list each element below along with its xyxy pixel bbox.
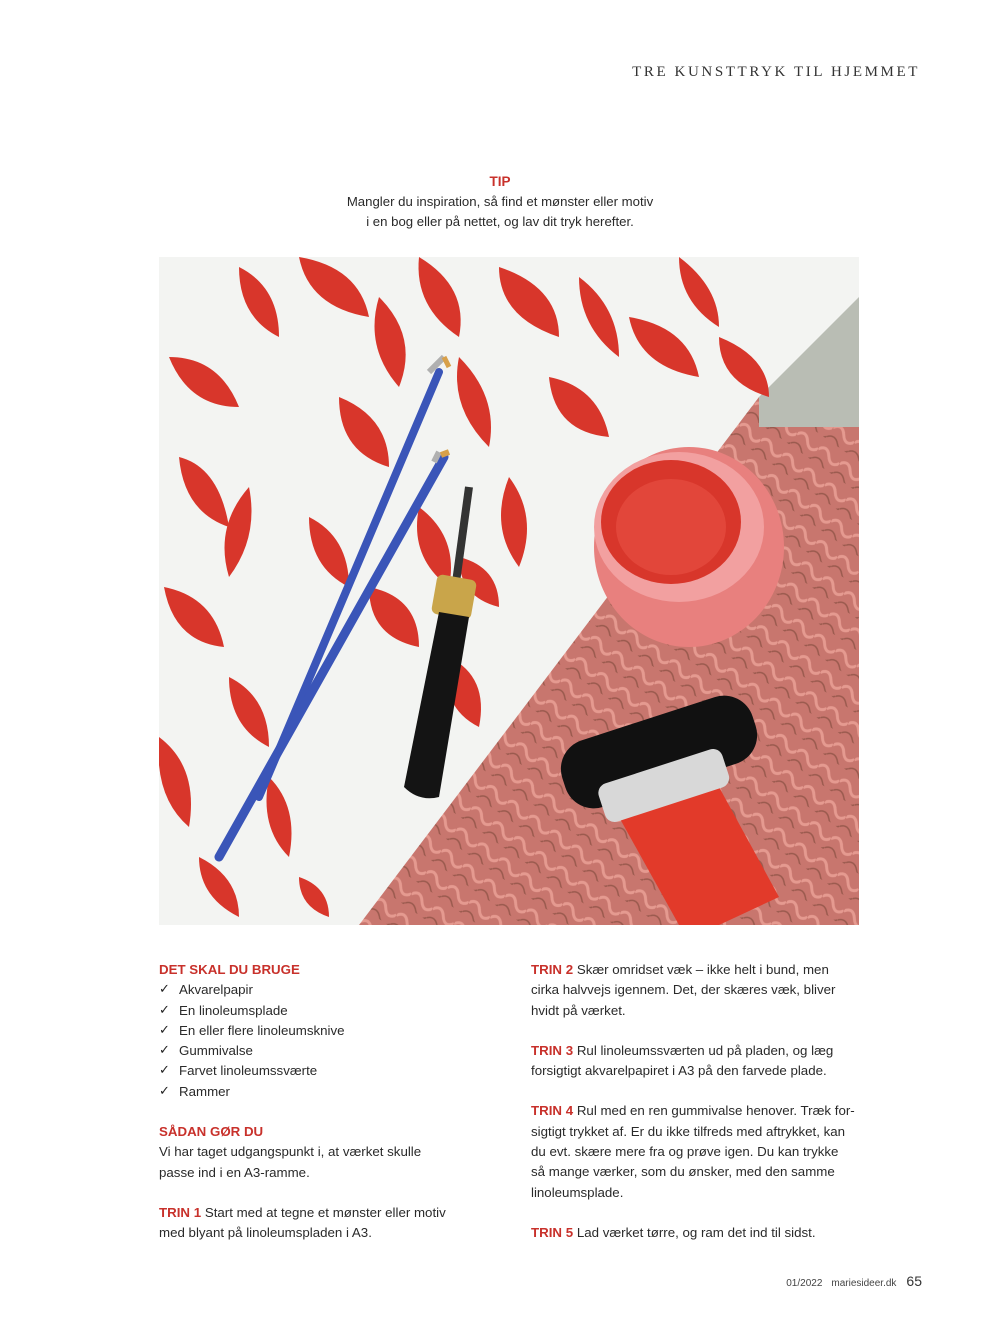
step-2-line-3: hvidt på værket. (531, 1002, 626, 1018)
howto-intro-2: passe ind i en A3-ramme. (159, 1164, 310, 1180)
step-2-line-2: cirka halvvejs igennem. Det, der skæres væk, bliver (531, 982, 836, 998)
checkmark-icon: ✓ (159, 1002, 170, 1018)
step-text: Lad værket tørre, og ram det ind til sidst. (576, 1224, 816, 1240)
step-4 (531, 1101, 891, 1121)
right-column (531, 960, 891, 1243)
step-label: TRIN 3 (531, 1042, 574, 1058)
step-4-line-3: du evt. skære mere fra og prøve igen. Du kan trykke (531, 1144, 839, 1160)
step-1-line-2: med blyant på linoleumspladen i A3. (159, 1225, 372, 1241)
step-4-line-5: linoleumsplade. (531, 1184, 624, 1200)
step-3-line-2: forsigtigt akvarelpapiret i A3 på den farvede plade. (531, 1063, 827, 1079)
material-label: En linoleumsplade (179, 1002, 288, 1018)
material-label: En eller flere linoleumsknive (179, 1022, 345, 1038)
issue-number: 01/2022 (786, 1278, 823, 1289)
checkmark-icon: ✓ (159, 1063, 170, 1079)
howto-intro-1: Vi har taget udgangspunkt i, at værket skulle (159, 1144, 422, 1160)
material-label: Rammer (179, 1083, 230, 1099)
materials-list (159, 980, 479, 1102)
list-item (159, 1061, 479, 1081)
step-3 (531, 1041, 891, 1061)
step-label: TRIN 5 (531, 1224, 574, 1240)
material-label: Farvet linoleumssværte (179, 1063, 318, 1079)
page-number: 65 (906, 1273, 922, 1289)
list-item (159, 1082, 479, 1102)
step-4-line-4: så mange værker, som du ønsker, med den samme (531, 1164, 835, 1180)
page-footer (786, 1273, 922, 1289)
checkmark-icon: ✓ (159, 1022, 170, 1038)
howto-heading: SÅDAN GØR DU (159, 1124, 264, 1140)
step-4-line-2: sigtigt trykket af. Er du ikke tilfreds med aftrykket, kan (531, 1123, 846, 1139)
material-label: Akvarelpapir (179, 982, 253, 998)
website: mariesideer.dk (831, 1278, 897, 1289)
list-item (159, 980, 479, 1000)
tip-title: TIP (489, 174, 511, 189)
step-text: Rul med en ren gummivalse henover. Træk for- (576, 1103, 855, 1119)
paint-jar (594, 447, 784, 647)
linocut-print-photo (159, 257, 859, 925)
checkmark-icon: ✓ (159, 982, 170, 998)
step-text: Skær omridset væk – ikke helt i bund, men (576, 962, 829, 977)
step-label: TRIN 4 (531, 1103, 574, 1119)
tip-line-1: Mangler du inspiration, så find et mønster eller motiv (346, 194, 654, 209)
material-label: Gummivalse (179, 1043, 253, 1059)
step-5 (531, 1223, 891, 1243)
list-item (159, 1021, 479, 1041)
checkmark-icon: ✓ (159, 1043, 170, 1059)
list-item (159, 1001, 479, 1021)
tip-box (300, 172, 700, 232)
section-title: TRE KUNSTTRYK TIL HJEMMET (632, 64, 920, 80)
checkmark-icon: ✓ (159, 1083, 170, 1099)
step-label: TRIN 2 (531, 962, 574, 977)
step-1 (159, 1203, 479, 1223)
left-column (159, 960, 479, 1244)
tip-line-2: i en bog eller på nettet, og lav dit tryk herefter. (366, 214, 634, 229)
step-text: Rul linoleumssværten ud på pladen, og læg (576, 1042, 834, 1058)
step-text: Start med at tegne et mønster eller motiv (204, 1204, 446, 1220)
materials-heading: DET SKAL DU BRUGE (159, 962, 300, 977)
step-2 (531, 960, 891, 980)
step-label: TRIN 1 (159, 1204, 202, 1220)
list-item (159, 1041, 479, 1061)
